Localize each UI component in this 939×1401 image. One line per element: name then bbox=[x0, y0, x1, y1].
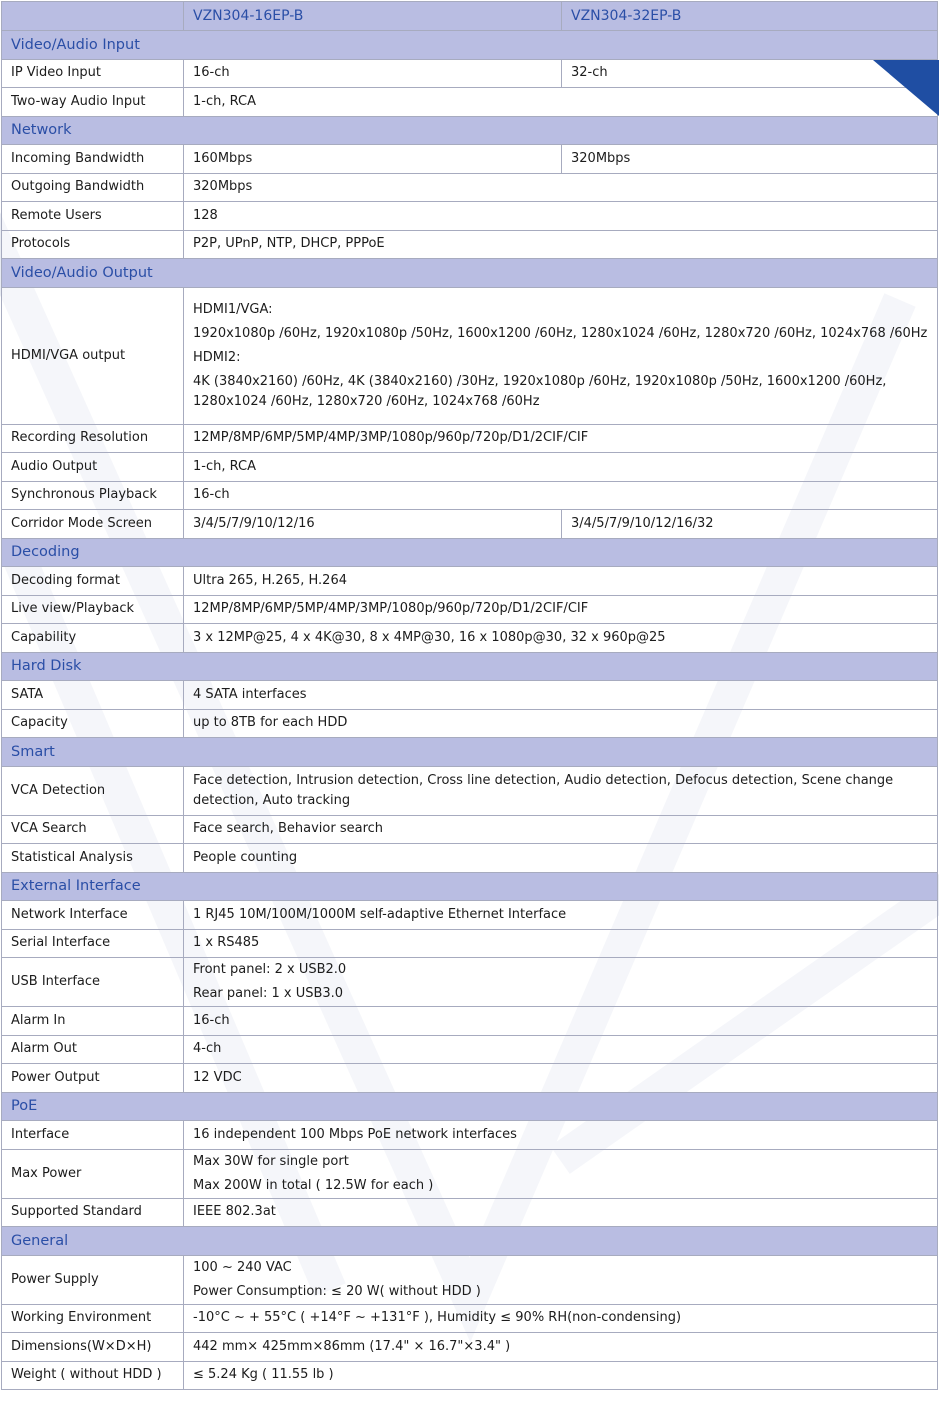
spec-row bbox=[2, 1255, 938, 1304]
section-poe bbox=[2, 1092, 938, 1121]
spec-row bbox=[2, 1035, 938, 1064]
spec-label: Outgoing Bandwidth bbox=[2, 173, 184, 202]
spec-value: 12MP/8MP/6MP/5MP/4MP/3MP/1080p/960p/720p/D1/2CIF/CIF bbox=[184, 595, 938, 624]
section-network bbox=[2, 116, 938, 145]
spec-value: -10°C ~ + 55°C ( +14°F ~ +131°F ), Humidity ≤ 90% RH(non-condensing) bbox=[184, 1304, 938, 1333]
spec-value: 4-ch bbox=[184, 1035, 938, 1064]
spec-value-line: 100 ~ 240 VAC bbox=[193, 1259, 292, 1275]
spec-value: 4 SATA interfaces bbox=[184, 681, 938, 710]
section-title: Video/Audio Input bbox=[2, 31, 938, 60]
spec-value: 12 VDC bbox=[184, 1064, 938, 1093]
spec-value: Face detection, Intrusion detection, Cross line detection, Audio detection, Defocus detection, Scene change detection, Auto tracking bbox=[184, 766, 938, 815]
section-external-interface bbox=[2, 872, 938, 901]
spec-row bbox=[2, 901, 938, 930]
spec-value: Ultra 265, H.265, H.264 bbox=[184, 567, 938, 596]
header-blank bbox=[2, 2, 184, 31]
spec-label: Remote Users bbox=[2, 202, 184, 231]
spec-label: Protocols bbox=[2, 230, 184, 259]
spec-value: 320Mbps bbox=[184, 173, 938, 202]
spec-value-16ep: 3/4/5/7/9/10/12/16 bbox=[184, 510, 562, 539]
spec-label: Supported Standard bbox=[2, 1198, 184, 1227]
section-title: Network bbox=[2, 116, 938, 145]
spec-label: Power Supply bbox=[2, 1255, 184, 1304]
spec-value: 1-ch, RCA bbox=[184, 88, 938, 117]
spec-value: IEEE 802.3at bbox=[184, 1198, 938, 1227]
spec-value: 1 x RS485 bbox=[184, 929, 938, 958]
spec-row bbox=[2, 1304, 938, 1333]
spec-value: up to 8TB for each HDD bbox=[184, 709, 938, 738]
spec-row bbox=[2, 202, 938, 231]
spec-label: Weight ( without HDD ) bbox=[2, 1361, 184, 1390]
spec-label: Audio Output bbox=[2, 453, 184, 482]
spec-value: P2P, UPnP, NTP, DHCP, PPPoE bbox=[184, 230, 938, 259]
spec-value bbox=[184, 958, 938, 1007]
spec-value-16ep: 16-ch bbox=[184, 59, 562, 88]
section-title: General bbox=[2, 1227, 938, 1256]
spec-row bbox=[2, 1149, 938, 1198]
spec-value: 3 x 12MP@25, 4 x 4K@30, 8 x 4MP@30, 16 x 1080p@30, 32 x 960p@25 bbox=[184, 624, 938, 653]
header-row bbox=[2, 2, 938, 31]
spec-table bbox=[1, 1, 938, 1390]
spec-label: Capability bbox=[2, 624, 184, 653]
spec-label: Max Power bbox=[2, 1149, 184, 1198]
spec-row bbox=[2, 1361, 938, 1390]
section-title: Video/Audio Output bbox=[2, 259, 938, 288]
spec-value bbox=[184, 287, 938, 424]
spec-label: Dimensions(W×D×H) bbox=[2, 1333, 184, 1362]
header-model-32ep: VZN304-32EP-B bbox=[562, 2, 938, 31]
spec-value: Face search, Behavior search bbox=[184, 815, 938, 844]
spec-row bbox=[2, 709, 938, 738]
section-title: Decoding bbox=[2, 538, 938, 567]
spec-row bbox=[2, 1198, 938, 1227]
section-title: PoE bbox=[2, 1092, 938, 1121]
spec-row bbox=[2, 481, 938, 510]
spec-row bbox=[2, 59, 938, 88]
spec-value-line: Front panel: 2 x USB2.0 bbox=[193, 962, 347, 977]
spec-value bbox=[184, 1255, 938, 1304]
spec-value-32ep: 3/4/5/7/9/10/12/16/32 bbox=[562, 510, 938, 539]
spec-label: SATA bbox=[2, 681, 184, 710]
section-video-audio-input bbox=[2, 31, 938, 60]
spec-row bbox=[2, 1121, 938, 1150]
section-general bbox=[2, 1227, 938, 1256]
spec-row bbox=[2, 173, 938, 202]
spec-value-line: Max 200W in total ( 12.5W for each ) bbox=[193, 1177, 434, 1193]
spec-label: Synchronous Playback bbox=[2, 481, 184, 510]
spec-row bbox=[2, 1007, 938, 1036]
header-model-16ep: VZN304-16EP-B bbox=[184, 2, 562, 31]
spec-row bbox=[2, 453, 938, 482]
spec-row bbox=[2, 624, 938, 653]
spec-row bbox=[2, 595, 938, 624]
spec-value: ≤ 5.24 Kg ( 11.55 lb ) bbox=[184, 1361, 938, 1390]
spec-label: VCA Detection bbox=[2, 766, 184, 815]
spec-value-line: HDMI2: bbox=[193, 349, 241, 365]
section-title: Hard Disk bbox=[2, 652, 938, 681]
spec-label: Recording Resolution bbox=[2, 424, 184, 453]
spec-value: 1 RJ45 10M/100M/1000M self-adaptive Ethernet Interface bbox=[184, 901, 938, 930]
spec-row bbox=[2, 1333, 938, 1362]
spec-label: Capacity bbox=[2, 709, 184, 738]
spec-value: 12MP/8MP/6MP/5MP/4MP/3MP/1080p/960p/720p/D1/2CIF/CIF bbox=[184, 424, 938, 453]
spec-row bbox=[2, 145, 938, 174]
spec-label: USB Interface bbox=[2, 958, 184, 1007]
spec-value-line: Power Consumption: ≤ 20 W( without HDD ) bbox=[193, 1283, 481, 1299]
section-video-audio-output bbox=[2, 259, 938, 288]
spec-row bbox=[2, 766, 938, 815]
spec-row bbox=[2, 230, 938, 259]
section-title: External Interface bbox=[2, 872, 938, 901]
spec-value-16ep: 160Mbps bbox=[184, 145, 562, 174]
spec-label: Corridor Mode Screen bbox=[2, 510, 184, 539]
spec-value: 1-ch, RCA bbox=[184, 453, 938, 482]
section-smart bbox=[2, 738, 938, 767]
spec-row bbox=[2, 424, 938, 453]
spec-value-line: HDMI1/VGA: bbox=[193, 301, 273, 317]
section-decoding bbox=[2, 538, 938, 567]
spec-label: Live view/Playback bbox=[2, 595, 184, 624]
corner-accent-triangle bbox=[873, 60, 939, 116]
spec-value bbox=[184, 1149, 938, 1198]
spec-value: 128 bbox=[184, 202, 938, 231]
spec-value: 16-ch bbox=[184, 1007, 938, 1036]
spec-label: Incoming Bandwidth bbox=[2, 145, 184, 174]
spec-label: Power Output bbox=[2, 1064, 184, 1093]
spec-row bbox=[2, 567, 938, 596]
spec-label: VCA Search bbox=[2, 815, 184, 844]
spec-label: Alarm Out bbox=[2, 1035, 184, 1064]
spec-row bbox=[2, 844, 938, 873]
spec-row bbox=[2, 510, 938, 539]
spec-row bbox=[2, 1064, 938, 1093]
spec-value-line: Max 30W for single port bbox=[193, 1153, 349, 1169]
spec-row bbox=[2, 929, 938, 958]
spec-label: Alarm In bbox=[2, 1007, 184, 1036]
spec-label: HDMI/VGA output bbox=[2, 287, 184, 424]
spec-row bbox=[2, 681, 938, 710]
spec-value: 16-ch bbox=[184, 481, 938, 510]
spec-label: Statistical Analysis bbox=[2, 844, 184, 873]
spec-value: People counting bbox=[184, 844, 938, 873]
spec-label: IP Video Input bbox=[2, 59, 184, 88]
spec-value: 16 independent 100 Mbps PoE network interfaces bbox=[184, 1121, 938, 1150]
spec-row bbox=[2, 958, 938, 1007]
spec-label: Working Environment bbox=[2, 1304, 184, 1333]
spec-value: 442 mm× 425mm×86mm (17.4" × 16.7"×3.4" ) bbox=[184, 1333, 938, 1362]
spec-row bbox=[2, 287, 938, 424]
spec-value-32ep: 32-ch bbox=[562, 59, 938, 88]
spec-value-line: Rear panel: 1 x USB3.0 bbox=[193, 986, 344, 1001]
spec-label: Interface bbox=[2, 1121, 184, 1150]
spec-label: Network Interface bbox=[2, 901, 184, 930]
spec-label: Serial Interface bbox=[2, 929, 184, 958]
spec-value-32ep: 320Mbps bbox=[562, 145, 938, 174]
spec-row bbox=[2, 88, 938, 117]
spec-label: Decoding format bbox=[2, 567, 184, 596]
section-hard-disk bbox=[2, 652, 938, 681]
spec-row bbox=[2, 815, 938, 844]
spec-value-line: 1920x1080p /60Hz, 1920x1080p /50Hz, 1600x1200 /60Hz, 1280x1024 /60Hz, 1280x720 /60Hz, 1024x768 /60Hz bbox=[193, 325, 928, 341]
spec-value-line: 4K (3840x2160) /60Hz, 4K (3840x2160) /30Hz, 1920x1080p /60Hz, 1920x1080p /50Hz, 1600x1200 /60Hz, 1280x1024 /60Hz, 1280x720 /60Hz, 1024x768 /60Hz bbox=[193, 373, 887, 409]
spec-label: Two-way Audio Input bbox=[2, 88, 184, 117]
section-title: Smart bbox=[2, 738, 938, 767]
